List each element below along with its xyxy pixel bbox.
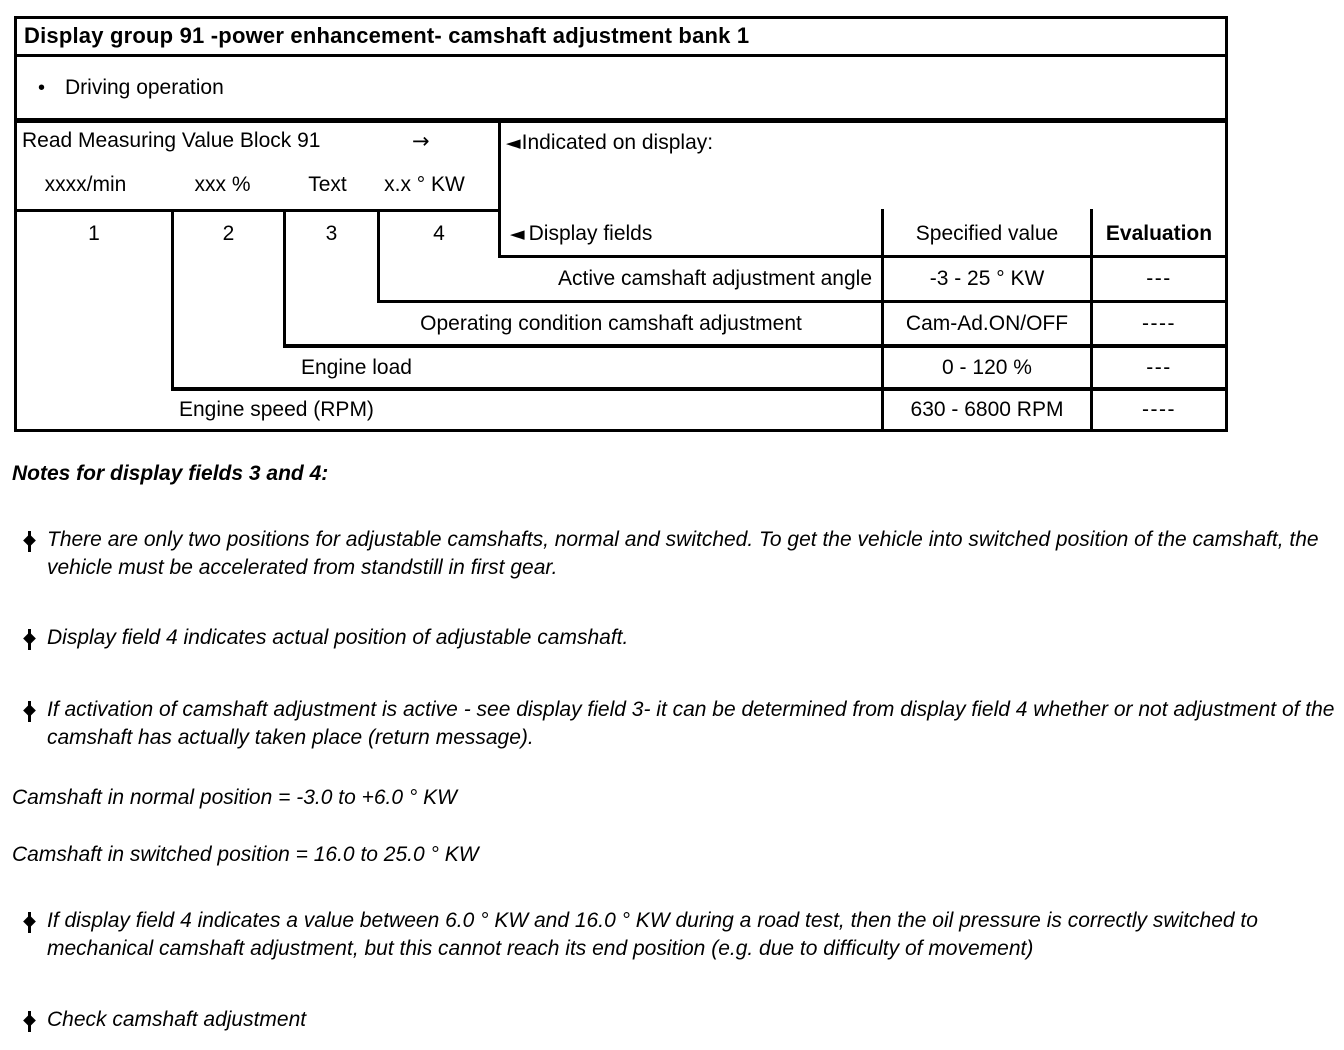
diamond-bullet-icon	[24, 629, 35, 650]
unit-rpm	[38, 171, 133, 199]
table-title-text: Display group 91 -power enhancement- camshaft adjustment bank 1	[24, 22, 750, 48]
note-text: Camshaft in normal position = -3.0 to +6.0 ° KW	[12, 786, 457, 809]
left-pointer-icon: ◄	[506, 132, 521, 154]
row-specified-value	[884, 348, 1090, 387]
border-line	[498, 118, 501, 258]
row-value-text: 0 - 120 %	[942, 355, 1032, 379]
read-measuring-label: Read Measuring Value Block 91	[22, 129, 321, 152]
row-value-text: -3 - 25 ° KW	[929, 267, 1045, 290]
bullet-dot: •	[38, 76, 46, 99]
note-text: Camshaft in switched position = 16.0 to 25.0 ° KW	[12, 843, 479, 866]
note-bullet-item	[47, 526, 1331, 582]
row-evaluation	[1093, 303, 1225, 344]
driving-operation-row	[38, 66, 538, 110]
right-arrow-icon: →	[412, 129, 430, 153]
row-value-text: 630 - 6800 RPM	[910, 398, 1064, 421]
table-title	[24, 19, 1214, 52]
border-line	[14, 118, 1228, 123]
camshaft-normal-line	[12, 784, 1012, 812]
row-label-text: Engine speed (RPM)	[179, 398, 374, 421]
indicated-on-display-cell	[506, 129, 926, 157]
note-bullet-item	[47, 1006, 1331, 1034]
diamond-bullet-icon	[24, 1011, 35, 1032]
evaluation-header	[1093, 212, 1225, 255]
note-bullet-item	[47, 907, 1331, 963]
note-bullet-item	[47, 624, 1331, 652]
read-measuring-row	[22, 127, 492, 155]
border-line	[1225, 16, 1228, 432]
unit-label: xxx %	[194, 173, 251, 196]
row-evaluation	[1093, 258, 1225, 300]
row-value-text: Cam-Ad.ON/OFF	[905, 311, 1069, 335]
evaluation-header-label: Evaluation	[1105, 221, 1213, 245]
notes-heading-text: Notes for display fields 3 and 4:	[12, 462, 329, 485]
row-label-text: Engine load	[301, 355, 412, 379]
row-label-text: Active camshaft adjustment angle	[558, 267, 872, 290]
camshaft-switched-line	[12, 841, 1012, 869]
border-line	[14, 54, 1228, 57]
field-number: 1	[88, 221, 100, 245]
row-evaluation-text: ----	[1142, 311, 1176, 335]
field-number: 4	[433, 221, 445, 245]
diamond-bullet-icon	[24, 531, 35, 552]
field-number-3	[286, 212, 377, 255]
diamond-bullet-icon	[24, 701, 35, 722]
driving-operation-label: Driving operation	[65, 76, 224, 99]
row-label	[286, 303, 881, 344]
specified-value-header	[884, 212, 1090, 255]
note-text: If activation of camshaft adjustment is active - see display field 3- it can be determined from display field 4 whether or not adjustment of the camshaft has actually taken place (return message).	[47, 698, 1335, 749]
indicated-on-display-label: Indicated on display:	[521, 131, 714, 154]
unit-kw	[372, 171, 477, 199]
unit-label: x.x ° KW	[384, 173, 465, 196]
row-evaluation	[1093, 391, 1225, 429]
field-number-2	[174, 212, 283, 255]
note-text: Display field 4 indicates actual position of adjustable camshaft.	[47, 626, 629, 649]
row-evaluation-text: ----	[1142, 398, 1176, 421]
unit-label: xxxx/min	[44, 173, 127, 196]
row-specified-value	[884, 258, 1090, 300]
left-pointer-icon: ◄	[510, 222, 525, 245]
field-number-1	[17, 212, 171, 255]
row-evaluation-text: ---	[1146, 267, 1172, 290]
row-evaluation-text: ---	[1146, 355, 1172, 379]
row-specified-value	[884, 303, 1090, 344]
field-number: 2	[222, 221, 235, 245]
row-label-text: Operating condition camshaft adjustment	[420, 311, 802, 335]
diamond-bullet-icon	[24, 912, 35, 933]
field-number: 3	[325, 221, 338, 245]
unit-text	[295, 171, 360, 199]
border-line	[14, 429, 1228, 432]
unit-percent	[180, 171, 265, 199]
row-specified-value	[884, 391, 1090, 429]
notes-heading	[12, 462, 912, 486]
row-evaluation	[1093, 348, 1225, 387]
note-text: If display field 4 indicates a value between 6.0 ° KW and 16.0 ° KW during a road test, then the oil pressure is correctly switched to mechanical camshaft adjustment, but this cannot reach its end position (e.g. due to difficulty of movement)	[47, 909, 1258, 960]
specified-value-header-label: Specified value	[915, 221, 1059, 245]
row-label	[174, 348, 1006, 387]
note-text: Check camshaft adjustment	[47, 1008, 307, 1031]
field-number-4	[380, 212, 498, 255]
unit-label: Text	[308, 173, 347, 196]
display-fields-header-label: Display fields	[528, 221, 653, 245]
note-text: There are only two positions for adjustable camshafts, normal and switched. To get the vehicle into switched position of the camshaft, the vehicle must be accelerated from standstill in first gear.	[47, 528, 1319, 579]
display-fields-header	[510, 212, 870, 255]
row-label	[380, 258, 872, 300]
note-bullet-item	[47, 696, 1335, 752]
